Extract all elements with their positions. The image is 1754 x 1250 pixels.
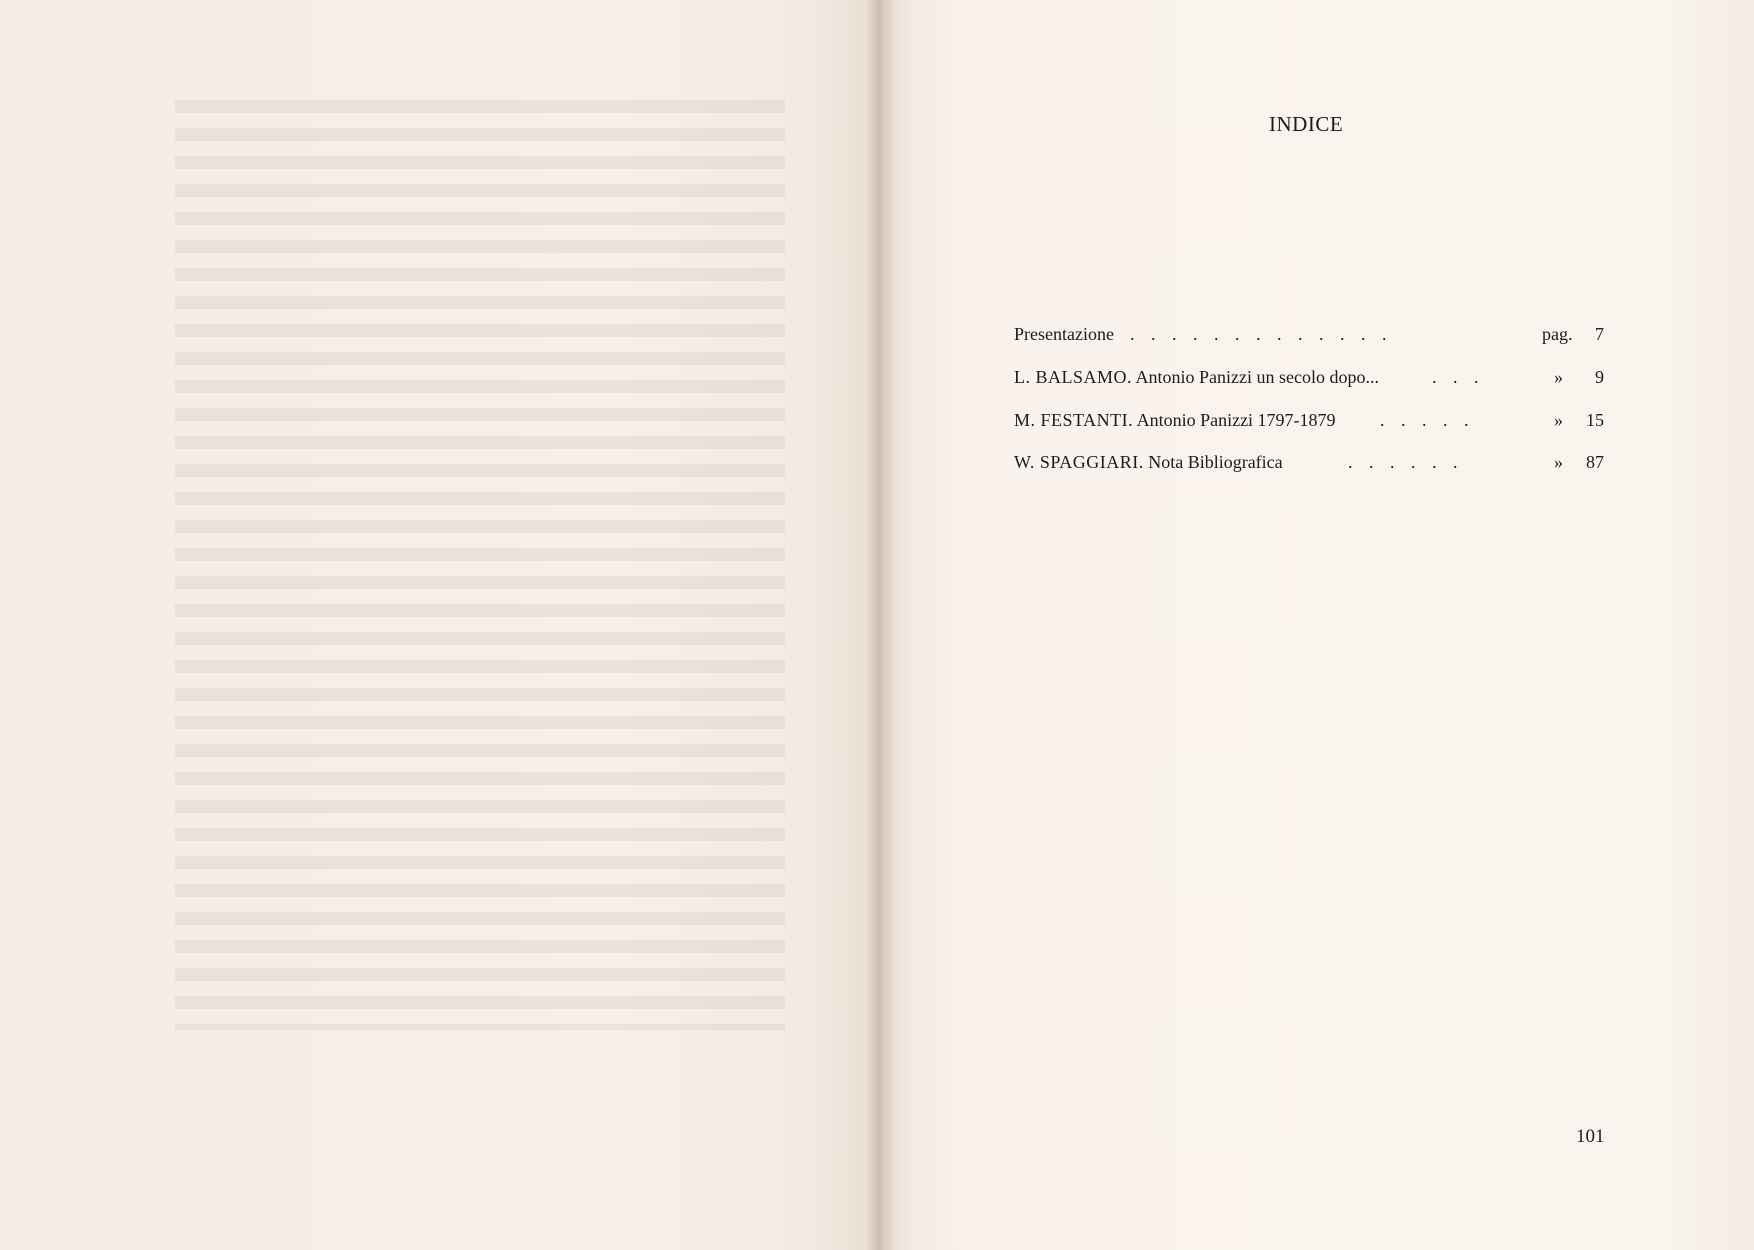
toc-page-number: 15 [1586, 410, 1604, 430]
toc-entry-title: Nota Bibliografica [1148, 452, 1283, 472]
page-number: 101 [1576, 1126, 1605, 1147]
toc-page-number: 7 [1595, 324, 1604, 344]
toc-page-label: » [1554, 410, 1563, 430]
toc-entry-title: Presentazione [1014, 324, 1114, 344]
toc-entry-text [1014, 367, 1379, 388]
toc-leader-dots: . . . . . [1380, 410, 1475, 430]
book-gutter [866, 0, 896, 1250]
right-page [880, 0, 1754, 1250]
index-title: INDICE [1269, 112, 1344, 136]
toc-entry-text [1014, 452, 1283, 473]
toc-leader-dots: . . . . . . [1348, 452, 1464, 472]
toc-entry-title: Antonio Panizzi 1797-1879 [1136, 410, 1336, 430]
toc-page-label: pag. [1542, 324, 1573, 344]
toc-leader-dots: . . . [1432, 367, 1485, 387]
toc-entry-author: L. BALSAMO. [1014, 367, 1133, 387]
toc-page-label: » [1554, 367, 1563, 387]
toc-leader-dots: . . . . . . . . . . . . . [1130, 324, 1393, 344]
toc-page-label: » [1554, 452, 1563, 472]
toc-entry-author: M. FESTANTI. [1014, 410, 1134, 430]
show-through-text [175, 100, 785, 1030]
toc-entry [1014, 452, 1604, 478]
toc-entry-author: W. SPAGGIARI. [1014, 452, 1144, 472]
toc-entry [1014, 410, 1604, 436]
toc-entry-title: Antonio Panizzi un secolo dopo... [1135, 367, 1379, 387]
toc-entry-text [1014, 410, 1336, 431]
toc-entry [1014, 367, 1604, 393]
toc-page-number: 87 [1586, 452, 1604, 472]
toc-entry [1014, 324, 1604, 350]
toc-page-number: 9 [1595, 367, 1604, 387]
